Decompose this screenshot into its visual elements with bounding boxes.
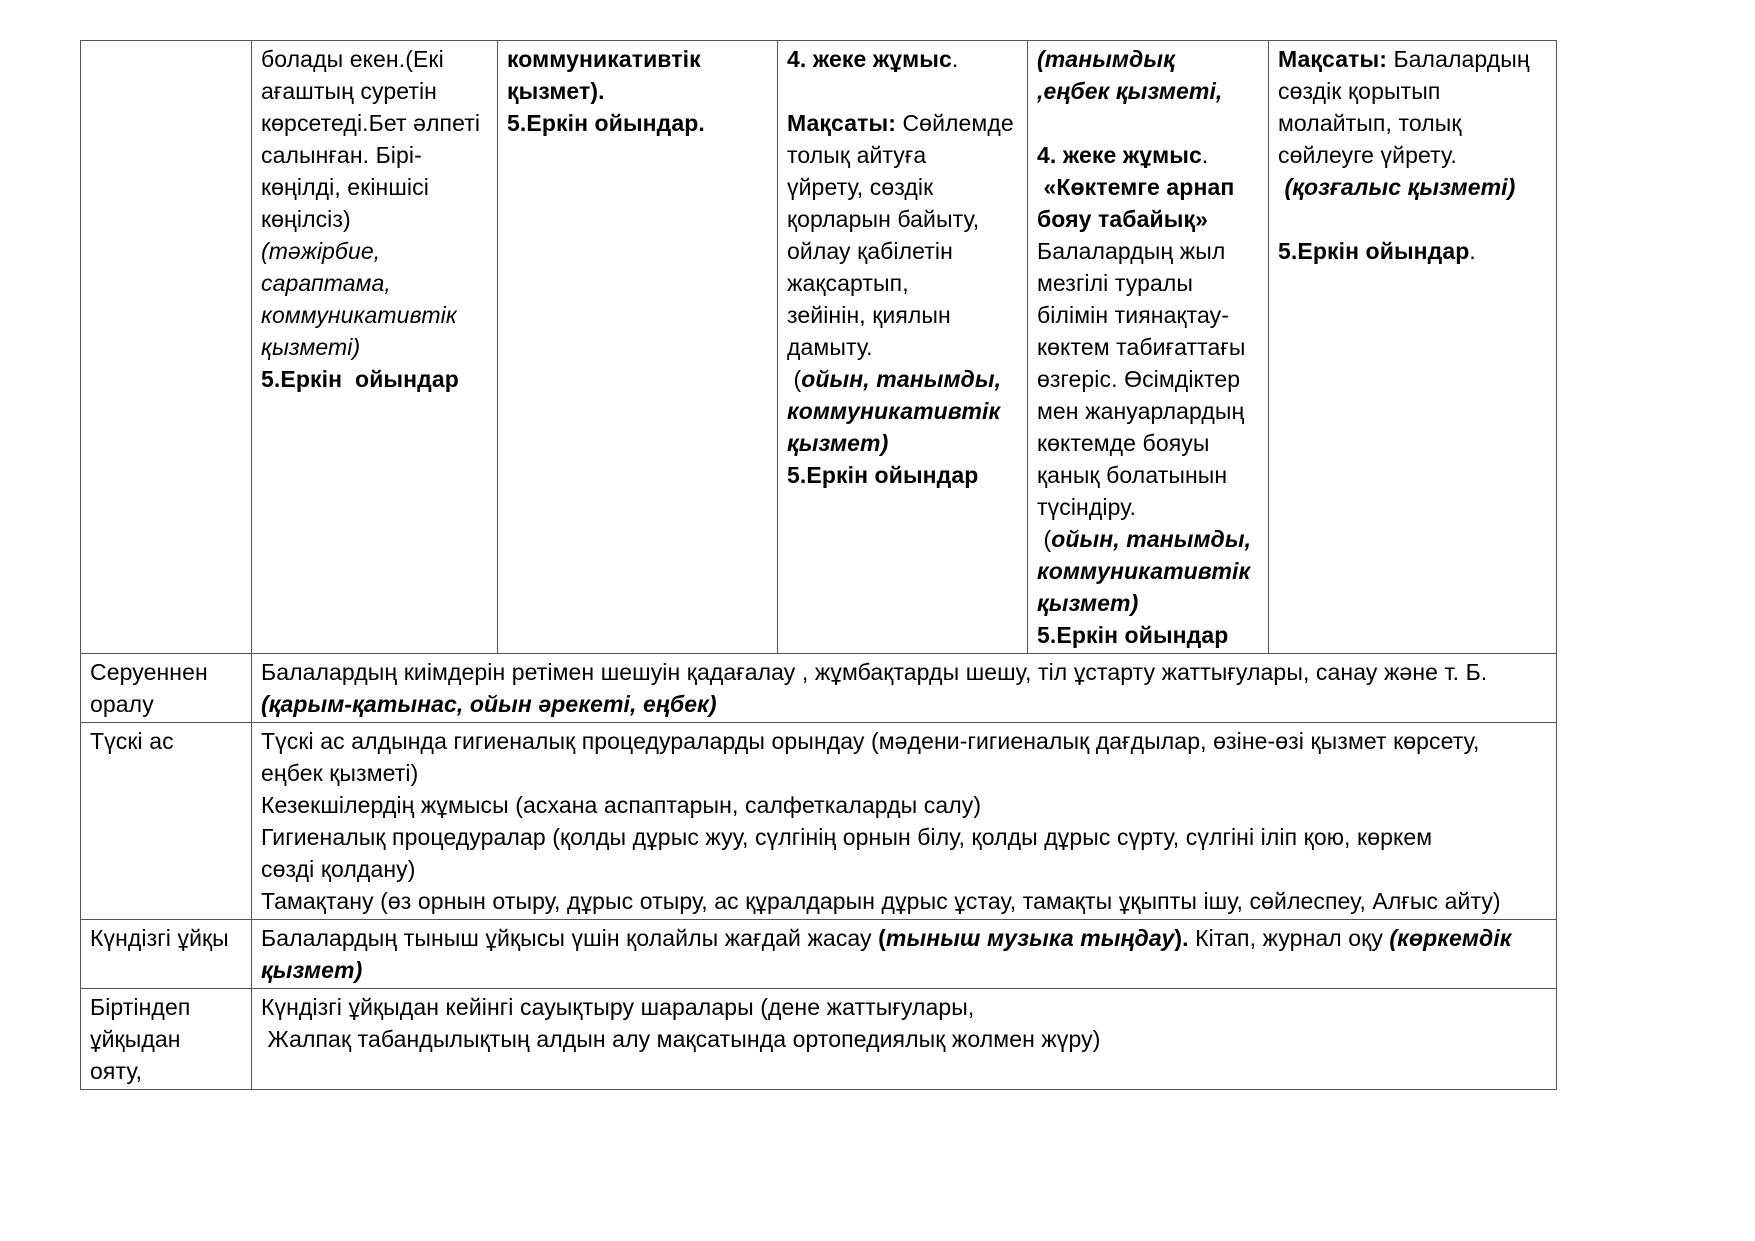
activity-type-line: (танымдық: [1037, 46, 1175, 72]
goal-label: Мақсаты:: [1278, 46, 1387, 72]
text-line: білімін тиянақтау-: [1037, 302, 1229, 328]
row-label-cell: [81, 920, 252, 989]
free-games-heading: 5.Еркін ойындар: [787, 462, 979, 488]
row-label: Серуеннен: [90, 659, 208, 685]
goal-label: Мақсаты:: [787, 110, 896, 136]
activity-type-line: коммуникативтік: [1037, 558, 1251, 584]
activity-type-line: коммуникативтік: [507, 46, 701, 72]
row-content-cell: [252, 989, 1557, 1090]
activity-type-line: қызмет): [1037, 590, 1139, 616]
text-line: зейінін, қиялын: [787, 302, 951, 328]
topic-line: бояу табайық»: [1037, 206, 1208, 232]
day-cell-5: [1269, 41, 1557, 654]
day-cell-3: [778, 41, 1028, 654]
activity-type-line: қызмет): [787, 430, 889, 456]
activity-type-line: (қарым-қатынас, ойын әрекеті, еңбек): [261, 691, 717, 717]
individual-work-heading: 4. жеке жұмыс.: [1037, 142, 1209, 168]
text-line: Жалпақ табандылықтың алдын алу мақсатында ортопедиялық жолмен жүру): [261, 1026, 1101, 1052]
nap-row: [81, 920, 1557, 989]
activity-type-line: (қозғалыс қызметі): [1278, 174, 1516, 200]
text-line: Балалардың киімдерін ретімен шешуін қадағалау , жұмбақтарды шешу, тіл ұстарту жаттығулары, санау және т. Б.: [261, 659, 1488, 685]
free-games-heading: 5.Еркін ойындар: [1037, 622, 1229, 648]
activity-type-line: қызмет).: [507, 78, 605, 104]
text-line: қанық болатынын: [1037, 462, 1228, 488]
row-label: Күндізгі ұйқы: [90, 925, 229, 951]
activities-row-label-cell: [81, 41, 252, 654]
text-line: сөздік қорытып: [1278, 78, 1441, 104]
text-line: молайтып, толық: [1278, 110, 1462, 136]
goal-line: Мақсаты: Балалардың: [1278, 46, 1530, 72]
text-line: қорларын байыту,: [787, 206, 980, 232]
return-walk-row: [81, 654, 1557, 723]
text-line: толық айтуға: [787, 142, 927, 168]
activity-type-line: (ойын, танымды,: [787, 366, 1002, 392]
activity-type-line: ,еңбек қызметі,: [1037, 78, 1223, 104]
topic-line: «Көктемге арнап: [1037, 174, 1235, 200]
text-line: салынған. Бірі-: [261, 142, 422, 168]
text-line: еңбек қызметі): [261, 760, 419, 786]
row-content-cell: [252, 654, 1557, 723]
activity-type-line: коммуникативтік: [787, 398, 1001, 424]
activity-type-line: (ойын, танымды,: [1037, 526, 1252, 552]
text-line: Түскі ас алдында гигиеналық процедураларды орындау (мәдени-гигиеналық дағдылар, өзіне-өзі қызмет көрсету,: [261, 728, 1480, 754]
lunch-row: [81, 723, 1557, 920]
goal-line: Мақсаты: Сөйлемде: [787, 110, 1014, 136]
text-line: Күндізгі ұйқыдан кейінгі сауықтыру шаралары (дене жаттығулары,: [261, 994, 975, 1020]
text-line: Гигиеналық процедуралар (қолды дұрыс жуу, сүлгінің орнын білу, қолды дұрыс сүрту, сүлгіні іліп қою, көркем: [261, 824, 1433, 850]
text-line: түсіндіру.: [1037, 494, 1136, 520]
text-line: Кезекшілердің жұмысы (асхана аспаптарын, салфеткаларды салу): [261, 792, 982, 818]
activities-row: [81, 41, 1557, 654]
row-label-cell: [81, 654, 252, 723]
free-games-heading: 5.Еркін ойындар.: [1278, 238, 1476, 264]
day-cell-1: [252, 41, 498, 654]
row-label: ояту,: [90, 1058, 143, 1084]
row-label-cell: [81, 989, 252, 1090]
text-line: Тамақтану (өз орнын отыру, дұрыс отыру, ас құралдарын дұрыс ұстау, тамақты ұқыпты ішу, сөйлеспеу, Алғыс айту): [261, 888, 1501, 914]
row-label: оралу: [90, 691, 154, 717]
text-line: Балалардың тыныш ұйқысы үшін қолайлы жағдай жасау (тыныш музыка тыңдау). Кітап, журнал оқу (көркемдік: [261, 925, 1512, 951]
activity-type-line: сараптама,: [261, 270, 391, 296]
text-line: жақсартып,: [787, 270, 909, 296]
text-line: сөйлеуге үйрету.: [1278, 142, 1457, 168]
text-line: көктемде бояуы: [1037, 430, 1210, 456]
daily-plan-table: [80, 40, 1557, 1090]
text-line: көрсетеді.Бет әлпеті: [261, 110, 481, 136]
free-games-heading: 5.Еркін ойындар: [261, 366, 459, 392]
day-cell-4: [1028, 41, 1269, 654]
text-line: мен жануарлардың: [1037, 398, 1245, 424]
activity-type-line: (тәжірбие,: [261, 238, 381, 264]
text-line: көңілді, екіншісі: [261, 174, 429, 200]
activity-type-line: қызметі): [261, 334, 361, 360]
text-line: ағаштың суретін: [261, 78, 437, 104]
activity-type-line: қызмет): [261, 957, 363, 983]
row-label: Біртіндеп: [90, 994, 191, 1020]
text-line: үйрету, сөздік: [787, 174, 934, 200]
text-line: болады екен.(Екі: [261, 46, 444, 72]
wake-row: [81, 989, 1557, 1090]
day-cell-2: [498, 41, 778, 654]
row-content-cell: [252, 723, 1557, 920]
row-content-cell: [252, 920, 1557, 989]
individual-work-heading: 4. жеке жұмыс.: [787, 46, 959, 72]
row-label-cell: [81, 723, 252, 920]
text-line: өзгеріс. Өсімдіктер: [1037, 366, 1241, 392]
text-line: сөзді қолдану): [261, 856, 416, 882]
activity-type-line: коммуникативтік: [261, 302, 457, 328]
text-line: көктем табиғаттағы: [1037, 334, 1246, 360]
text-line: мезгілі туралы: [1037, 270, 1194, 296]
row-label: ұйқыдан: [90, 1026, 181, 1052]
row-label: Түскі ас: [90, 728, 174, 754]
text-line: Балалардың жыл: [1037, 238, 1226, 264]
free-games-heading: 5.Еркін ойындар.: [507, 110, 705, 136]
text-line: дамыту.: [787, 334, 873, 360]
text-line: ойлау қабілетін: [787, 238, 953, 264]
text-line: көңілсіз): [261, 206, 351, 232]
